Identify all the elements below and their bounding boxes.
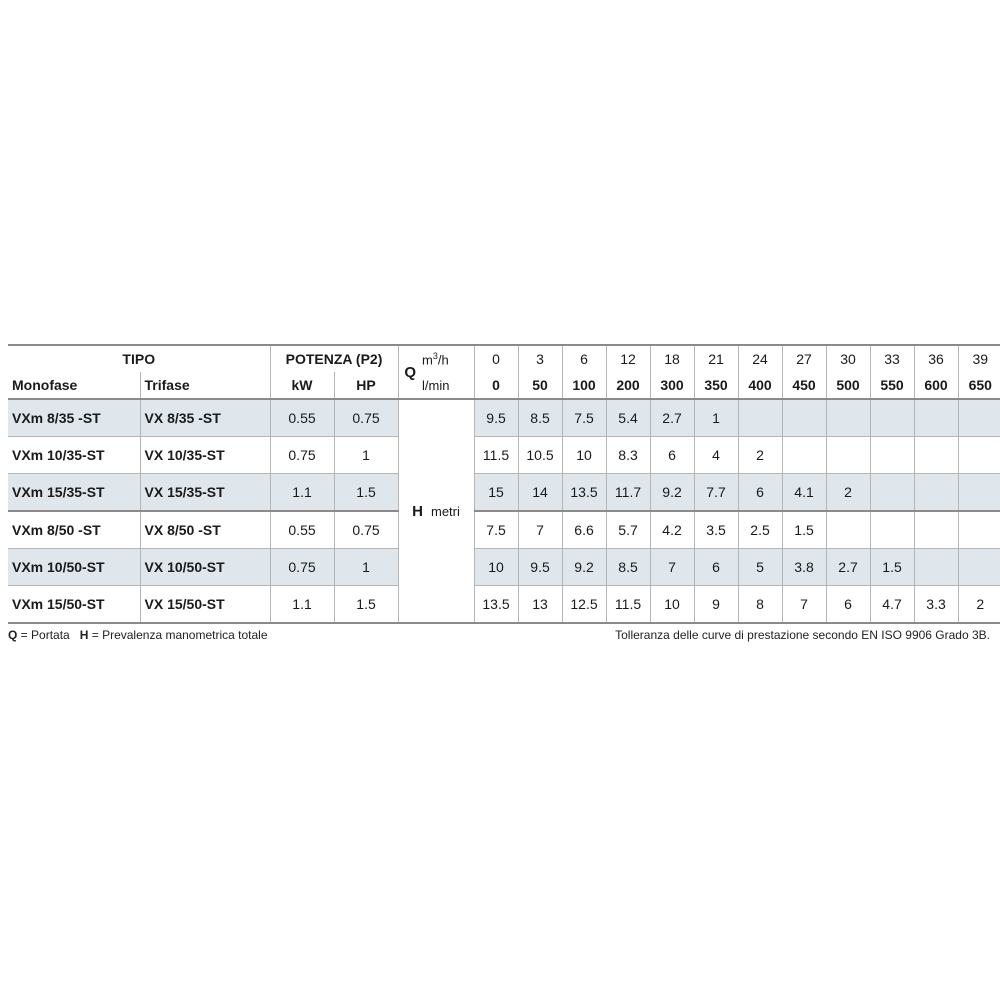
head-value-cell: 8.3	[606, 437, 650, 474]
lmin-value: 300	[650, 372, 694, 399]
kw-cell: 0.75	[270, 549, 334, 586]
head-value-cell: 8.5	[518, 399, 562, 437]
hp-cell: 0.75	[334, 399, 398, 437]
kw-cell: 1.1	[270, 474, 334, 512]
head-value-cell: 3.3	[914, 586, 958, 624]
lmin-value: 0	[474, 372, 518, 399]
hp-cell: 0.75	[334, 511, 398, 549]
hp-cell: 1	[334, 437, 398, 474]
head-value-cell	[870, 511, 914, 549]
head-value-cell: 2.5	[738, 511, 782, 549]
hp-cell: 1.5	[334, 586, 398, 624]
head-value-cell	[958, 511, 1000, 549]
trifase-cell: VX 8/35 -ST	[140, 399, 270, 437]
m3h-value: 39	[958, 345, 1000, 372]
head-value-cell: 3.8	[782, 549, 826, 586]
tipo-header: TIPO	[8, 345, 270, 372]
table-row	[8, 511, 1000, 549]
kw-cell: 1.1	[270, 586, 334, 624]
head-value-cell: 14	[518, 474, 562, 512]
hp-cell: 1.5	[334, 474, 398, 512]
m3h-value: 27	[782, 345, 826, 372]
head-value-cell: 7	[782, 586, 826, 624]
head-value-cell: 6	[650, 437, 694, 474]
head-value-cell: 4.2	[650, 511, 694, 549]
m3h-value: 24	[738, 345, 782, 372]
head-value-cell: 9.2	[650, 474, 694, 512]
head-value-cell: 6	[694, 549, 738, 586]
head-value-cell: 5.7	[606, 511, 650, 549]
header-row-1	[8, 345, 1000, 372]
head-value-cell: 1	[694, 399, 738, 437]
hp-header: HP	[334, 372, 398, 399]
head-value-cell: 9.5	[474, 399, 518, 437]
head-value-cell: 11.5	[606, 586, 650, 624]
lmin-value: 50	[518, 372, 562, 399]
head-value-cell: 10	[650, 586, 694, 624]
head-value-cell: 7.5	[562, 399, 606, 437]
q-text: = Portata	[17, 628, 70, 642]
trifase-header: Trifase	[140, 372, 270, 399]
head-value-cell	[914, 437, 958, 474]
trifase-cell: VX 15/35-ST	[140, 474, 270, 512]
head-value-cell	[958, 549, 1000, 586]
kw-cell: 0.55	[270, 399, 334, 437]
m3h-value: 12	[606, 345, 650, 372]
head-value-cell	[870, 399, 914, 437]
q-key: Q	[8, 628, 18, 642]
m3h-value: 3	[518, 345, 562, 372]
trifase-cell: VX 15/50-ST	[140, 586, 270, 624]
m3h-value: 33	[870, 345, 914, 372]
head-value-cell: 2	[738, 437, 782, 474]
head-value-cell: 11.7	[606, 474, 650, 512]
trifase-cell: VX 10/35-ST	[140, 437, 270, 474]
hp-cell: 1	[334, 549, 398, 586]
head-value-cell: 5	[738, 549, 782, 586]
monofase-cell: VXm 8/35 -ST	[8, 399, 140, 437]
head-value-cell	[870, 474, 914, 512]
head-value-cell: 4.1	[782, 474, 826, 512]
m3h-value: 21	[694, 345, 738, 372]
head-value-cell	[914, 474, 958, 512]
head-value-cell: 7.5	[474, 511, 518, 549]
metri-label: metri	[430, 503, 460, 519]
h-label: H	[412, 502, 423, 520]
head-value-cell	[782, 399, 826, 437]
head-value-cell	[958, 474, 1000, 512]
lmin-value: 400	[738, 372, 782, 399]
legend-footnote	[8, 628, 268, 642]
head-value-cell: 2.7	[650, 399, 694, 437]
head-value-cell	[870, 437, 914, 474]
m3h-value: 30	[826, 345, 870, 372]
head-value-cell	[738, 399, 782, 437]
head-value-cell	[914, 399, 958, 437]
head-value-cell	[826, 399, 870, 437]
monofase-cell: VXm 10/35-ST	[8, 437, 140, 474]
table-row	[8, 437, 1000, 474]
head-value-cell: 7.7	[694, 474, 738, 512]
lmin-value: 650	[958, 372, 1000, 399]
trifase-cell: VX 10/50-ST	[140, 549, 270, 586]
monofase-cell: VXm 15/50-ST	[8, 586, 140, 624]
head-value-cell: 3.5	[694, 511, 738, 549]
head-value-cell: 1.5	[782, 511, 826, 549]
table-row	[8, 474, 1000, 512]
head-value-cell	[958, 399, 1000, 437]
lmin-unit: l/min	[422, 372, 474, 399]
head-value-cell	[958, 437, 1000, 474]
table-row	[8, 399, 1000, 437]
head-value-cell	[782, 437, 826, 474]
kw-header: kW	[270, 372, 334, 399]
head-value-cell: 10	[474, 549, 518, 586]
head-value-cell: 10.5	[518, 437, 562, 474]
head-value-cell	[826, 437, 870, 474]
head-value-cell: 2	[826, 474, 870, 512]
tolerance-note: Tolleranza delle curve di prestazione secondo EN ISO 9906 Grado 3B.	[615, 628, 990, 642]
head-value-cell: 12.5	[562, 586, 606, 624]
m3h-value: 36	[914, 345, 958, 372]
head-value-cell: 7	[518, 511, 562, 549]
head-value-cell: 9	[694, 586, 738, 624]
m3h-value: 0	[474, 345, 518, 372]
header-row-2	[8, 372, 1000, 399]
head-value-cell: 13.5	[562, 474, 606, 512]
lmin-value: 200	[606, 372, 650, 399]
head-value-cell: 1.5	[870, 549, 914, 586]
head-value-cell: 5.4	[606, 399, 650, 437]
lmin-value: 600	[914, 372, 958, 399]
head-value-cell	[914, 511, 958, 549]
head-value-cell: 15	[474, 474, 518, 512]
h-metri-label	[398, 399, 474, 623]
head-value-cell: 4	[694, 437, 738, 474]
kw-cell: 0.55	[270, 511, 334, 549]
lmin-value: 450	[782, 372, 826, 399]
head-value-cell: 2	[958, 586, 1000, 624]
h-key: H	[79, 628, 89, 642]
m3h-value: 6	[562, 345, 606, 372]
lmin-value: 500	[826, 372, 870, 399]
potenza-header: POTENZA (P2)	[270, 345, 398, 372]
m3h-unit: $m^3/h$	[422, 345, 474, 372]
lmin-value: 350	[694, 372, 738, 399]
monofase-cell: VXm 15/35-ST	[8, 474, 140, 512]
head-value-cell: 8	[738, 586, 782, 624]
head-value-cell: 7	[650, 549, 694, 586]
q-label: Q	[398, 345, 422, 399]
head-value-cell: 2.7	[826, 549, 870, 586]
kw-cell: 0.75	[270, 437, 334, 474]
lmin-value: 100	[562, 372, 606, 399]
monofase-cell: VXm 8/50 -ST	[8, 511, 140, 549]
monofase-cell: VXm 10/50-ST	[8, 549, 140, 586]
table-row	[8, 586, 1000, 624]
table-row	[8, 549, 1000, 586]
head-value-cell: 13	[518, 586, 562, 624]
head-value-cell: 9.2	[562, 549, 606, 586]
head-value-cell: 9.5	[518, 549, 562, 586]
head-value-cell: 11.5	[474, 437, 518, 474]
head-value-cell	[826, 511, 870, 549]
head-value-cell: 10	[562, 437, 606, 474]
head-value-cell	[914, 549, 958, 586]
head-value-cell: 6	[826, 586, 870, 624]
monofase-header: Monofase	[8, 372, 140, 399]
head-value-cell: 8.5	[606, 549, 650, 586]
head-value-cell: 6	[738, 474, 782, 512]
trifase-cell: VX 8/50 -ST	[140, 511, 270, 549]
head-value-cell: 4.7	[870, 586, 914, 624]
head-value-cell: 13.5	[474, 586, 518, 624]
performance-table	[8, 344, 1000, 624]
h-text: = Prevalenza manometrica totale	[88, 628, 268, 642]
performance-table-wrapper	[8, 344, 990, 624]
lmin-value: 550	[870, 372, 914, 399]
head-value-cell: 6.6	[562, 511, 606, 549]
m3h-value: 18	[650, 345, 694, 372]
